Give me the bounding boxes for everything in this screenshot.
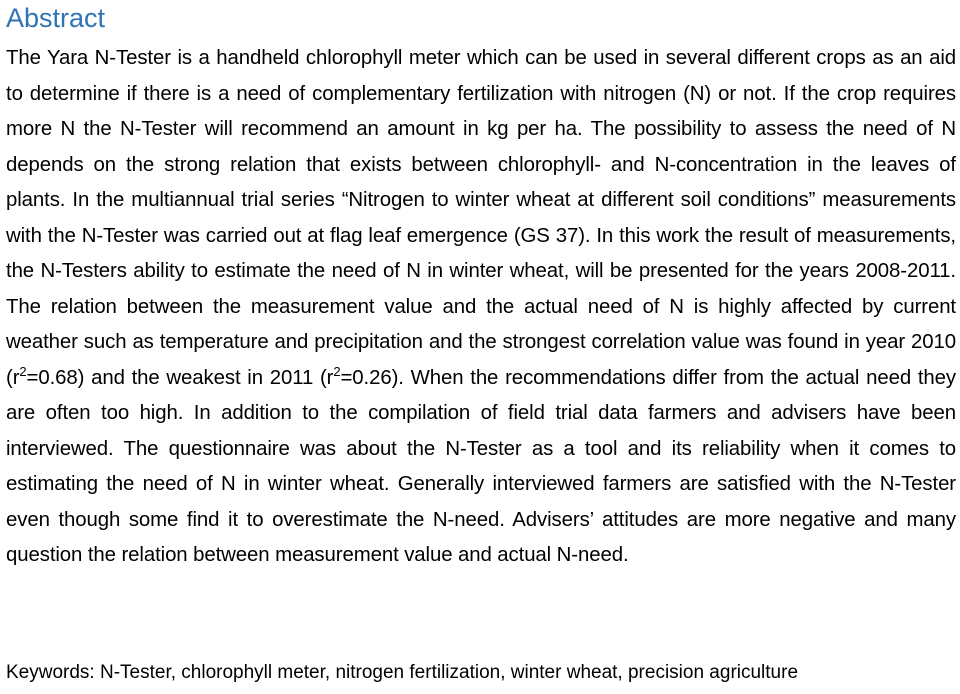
- keywords-line: Keywords: N-Tester, chlorophyll meter, nitrogen fertilization, winter wheat, precision agriculture: [6, 662, 799, 683]
- section-heading: Abstract: [6, 3, 106, 33]
- abstract-paragraph: [6, 41, 956, 574]
- abstract-text-part3: =0.26). When the recommendations differ from the actual need they are often too high. In addition to the compilation of field trial data farmers and advisers have been interviewed. The questionnaire was about the N-Tester as a tool and its reliability when it comes to estimating the need of N in winter wheat. Generally interviewed farmers are satisfied with the N-Tester even though some find it to overestimate the N-need. Advisers’ attitudes are more negative and many question the relation between measurement value and actual N-need.: [6, 366, 957, 566]
- document-page: [6, 0, 957, 683]
- abstract-text-part1: The Yara N-Tester is a handheld chlorophyll meter which can be used in several different crops as an aid to determine if there is a need of complementary fertilization with nitrogen (N) or not. If the crop requires more N the N-Tester will recommend an amount in kg per ha. The possibility to assess the need of N depends on the strong relation that exists between chlorophyll- and N-concentration in the leaves of plants. In the multiannual trial series “Nitrogen to winter wheat at different soil conditions” measurements with the N-Tester was carried out at flag leaf emergence (GS 37). In this work the result of measurements, the N-Testers ability to estimate the need of N in winter wheat, will be presented for the years 2008-2011. The relation between the measurement value and the actual need of N is highly affected by current weather such as temperature and precipitation and the strongest correlation value was found in year 2010 (r: [6, 47, 956, 389]
- abstract-text-part2: =0.68) and the weakest in 2011 (r: [26, 366, 334, 389]
- superscript-2010: 2: [19, 363, 27, 379]
- superscript-2011: 2: [333, 363, 341, 379]
